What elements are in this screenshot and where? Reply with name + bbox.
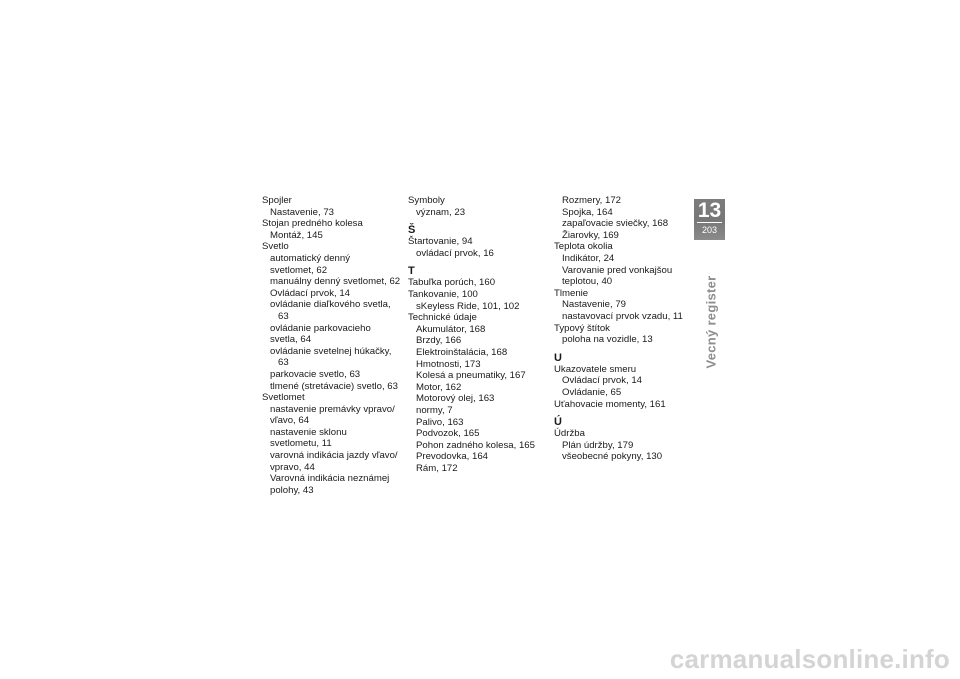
- index-subentry: sKeyless Ride, 101, 102: [416, 300, 520, 312]
- index-subentry: ovládanie svetelnej húkačky, 63: [270, 345, 392, 369]
- index-entry: Svetlomet: [262, 392, 305, 404]
- index-subentry: Podvozok, 165: [416, 428, 480, 440]
- index-subentry: parkovacie svetlo, 63: [270, 368, 361, 380]
- chapter-number: 13: [697, 199, 722, 222]
- index-entry: Štartovanie, 94: [408, 236, 473, 248]
- index-subentry: svetlomet, 62: [270, 264, 328, 276]
- index-subentry: Rám, 172: [416, 462, 458, 474]
- index-entry: Uťahovacie momenty, 161: [554, 398, 666, 410]
- index-entry: Typový štítok: [554, 322, 610, 334]
- index-subentry: Ovládanie, 65: [562, 386, 622, 398]
- index-subentry: varovná indikácia jazdy vľavo/: [270, 450, 398, 462]
- index-subentry: Akumulátor, 168: [416, 323, 486, 335]
- index-subentry: Kolesá a pneumatiky, 167: [416, 370, 526, 382]
- index-subentry: Motorový olej, 163: [416, 393, 495, 405]
- index-subentry: Žiarovky, 169: [562, 229, 619, 241]
- index-subentry: Spojka, 164: [562, 206, 613, 218]
- index-entry: Spojler: [262, 195, 292, 206]
- index-subentry: Varovná indikácia neznámej: [270, 473, 390, 485]
- index-subentry: vľavo, 64: [270, 415, 310, 427]
- section-title: Vecný register: [703, 275, 719, 369]
- index-subentry: Varovanie pred vonkajšou: [562, 264, 673, 276]
- index-entry: Stojan predného kolesa: [262, 218, 363, 230]
- index-subentry: Palivo, 163: [416, 416, 464, 428]
- index-subentry: ovládanie diaľkového svetla, 63: [270, 299, 391, 322]
- index-subentry: Plán údržby, 179: [562, 439, 634, 451]
- index-subentry: svetla, 64: [270, 334, 312, 346]
- watermark: carmanualsonline.info: [669, 644, 950, 674]
- index-subentry: svetlometu, 11: [270, 438, 332, 450]
- index-subentry: teplotou, 40: [562, 276, 613, 288]
- index-letter-heading: Ú: [554, 416, 562, 429]
- index-entry: Ukazovatele smeru: [554, 363, 637, 375]
- index-subentry: nastavenie sklonu: [270, 426, 347, 438]
- index-subentry: Rozmery, 172: [562, 195, 622, 206]
- index-subentry: vpravo, 44: [270, 461, 315, 473]
- index-subentry: Elektroinštalácia, 168: [416, 346, 508, 358]
- index-subentry: Ovládací prvok, 14: [270, 287, 350, 299]
- index-subentry: poloha na vozidle, 13: [562, 334, 653, 346]
- index-subentry: Nastavenie, 79: [562, 299, 626, 311]
- index-subentry: normy, 7: [416, 404, 453, 416]
- index-subentry: Pohon zadného kolesa, 165: [416, 439, 535, 451]
- index-entry: Symboly: [408, 195, 445, 206]
- index-subentry: ovládací prvok, 16: [416, 247, 494, 259]
- page-number: 203: [701, 225, 718, 235]
- index-subentry: zapaľovacie sviečky, 168: [562, 218, 669, 230]
- index-letter-heading: U: [554, 351, 562, 364]
- index-subentry: Nastavenie, 73: [270, 206, 334, 218]
- index-entry: Technické údaje: [408, 312, 477, 324]
- index-subentry: polohy, 43: [270, 484, 314, 496]
- index-subentry: manuálny denný svetlomet, 62: [270, 276, 401, 288]
- index-entry: Tankovanie, 100: [408, 288, 478, 300]
- index-entry: Svetlo: [262, 241, 289, 253]
- index-subentry: automatický denný: [270, 252, 350, 264]
- index-entry: Tabuľka porúch, 160: [408, 277, 496, 289]
- index-subentry: nastavenie premávky vpravo/: [270, 403, 395, 415]
- index-entry: Údržba: [554, 428, 585, 440]
- index-subentry: nastavovací prvok vzadu, 11: [562, 310, 683, 322]
- index-subentry: Motor, 162: [416, 381, 462, 393]
- index-subentry: všeobecné pokyny, 130: [562, 451, 663, 463]
- index-subentry: Hmotnosti, 173: [416, 358, 481, 370]
- index-entry: Teplota okolia: [554, 241, 613, 253]
- index-subentry: Brzdy, 166: [416, 335, 462, 347]
- index-letter-heading: T: [408, 265, 415, 278]
- index-subentry: ovládanie parkovacieho: [270, 322, 371, 334]
- index-subentry: Montáž, 145: [270, 229, 323, 241]
- index-subentry: význam, 23: [416, 206, 466, 218]
- index-entry: Tlmenie: [554, 287, 589, 299]
- chapter-divider: [697, 222, 722, 223]
- index-subentry: tlmené (stretávacie) svetlo, 63: [270, 380, 398, 392]
- index-column-2: [408, 195, 548, 474]
- index-subentry: Indikátor, 24: [562, 252, 615, 264]
- index-subentry: Prevodovka, 164: [416, 451, 488, 463]
- index-subentry: Ovládací prvok, 14: [562, 375, 642, 387]
- index-column-3: [554, 195, 694, 463]
- chapter-tab: [694, 199, 725, 240]
- index-letter-heading: Š: [408, 224, 416, 237]
- index-column-1: [262, 195, 402, 496]
